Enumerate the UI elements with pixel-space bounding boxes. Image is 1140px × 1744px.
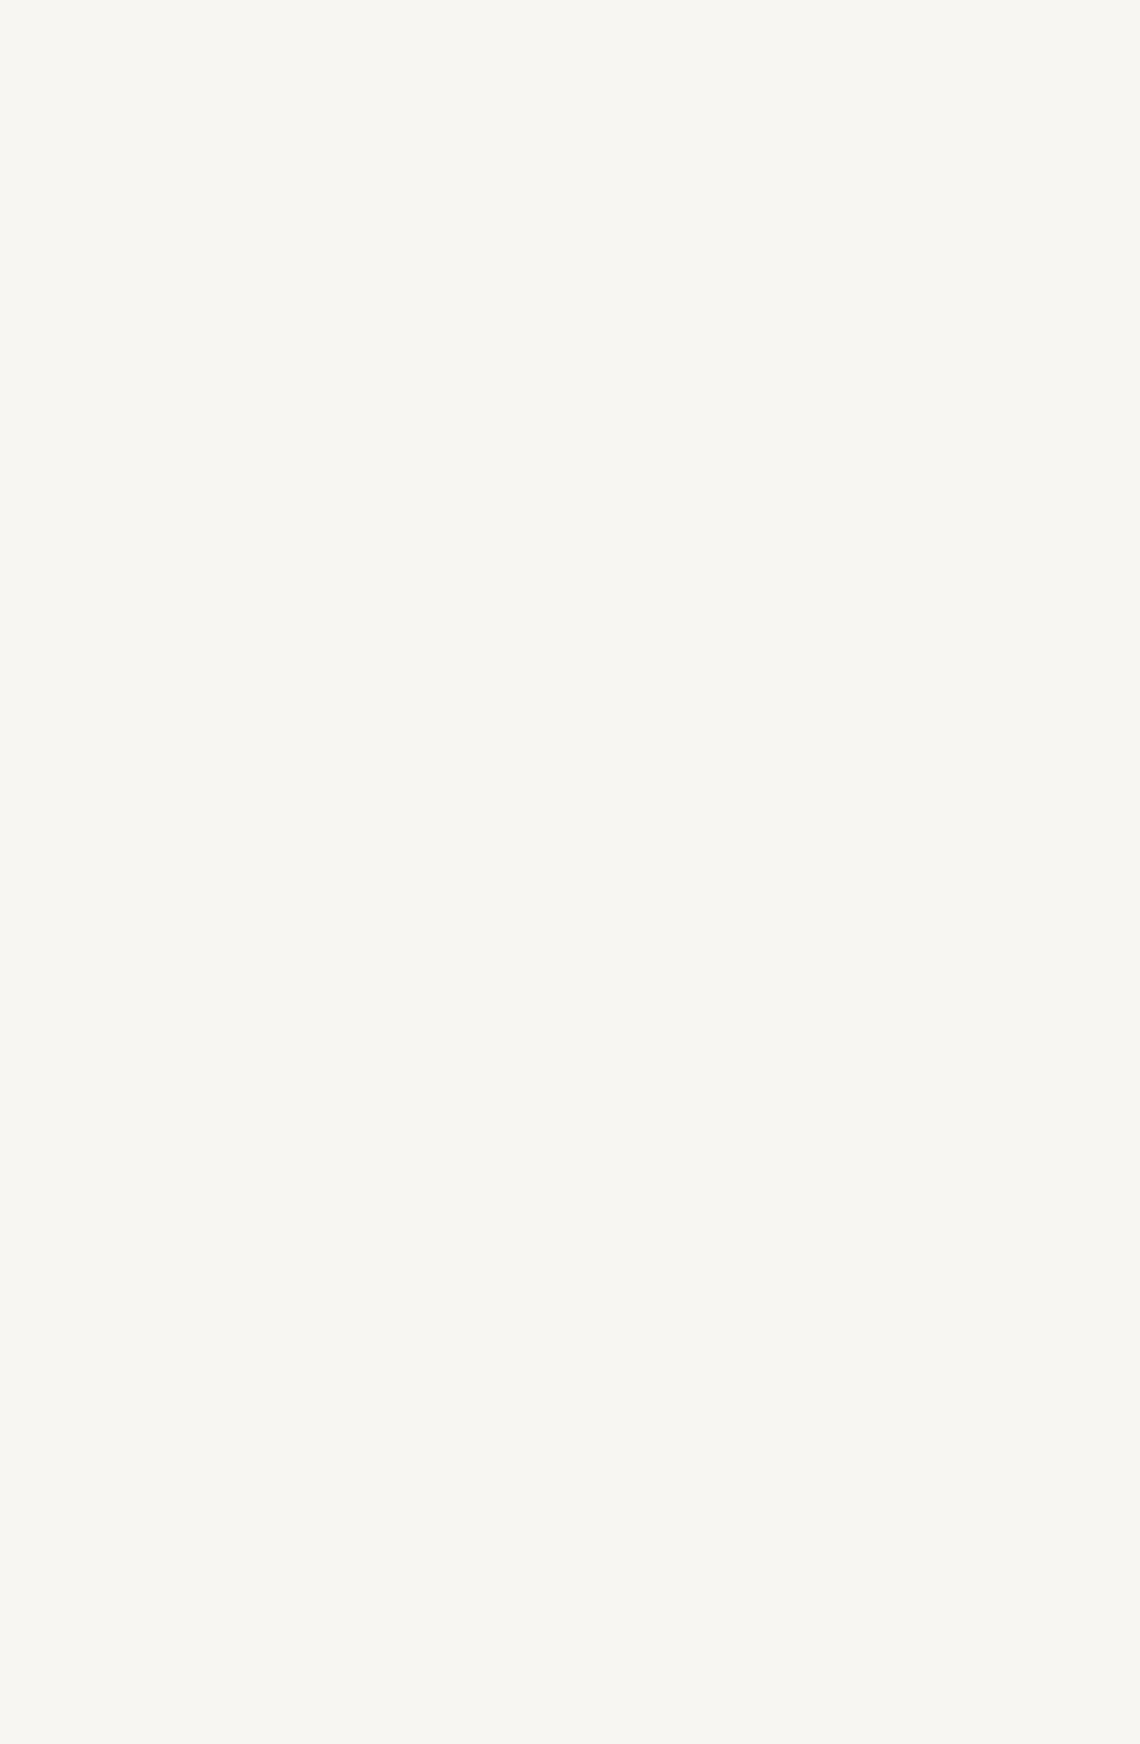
main-text	[112, 155, 892, 167]
